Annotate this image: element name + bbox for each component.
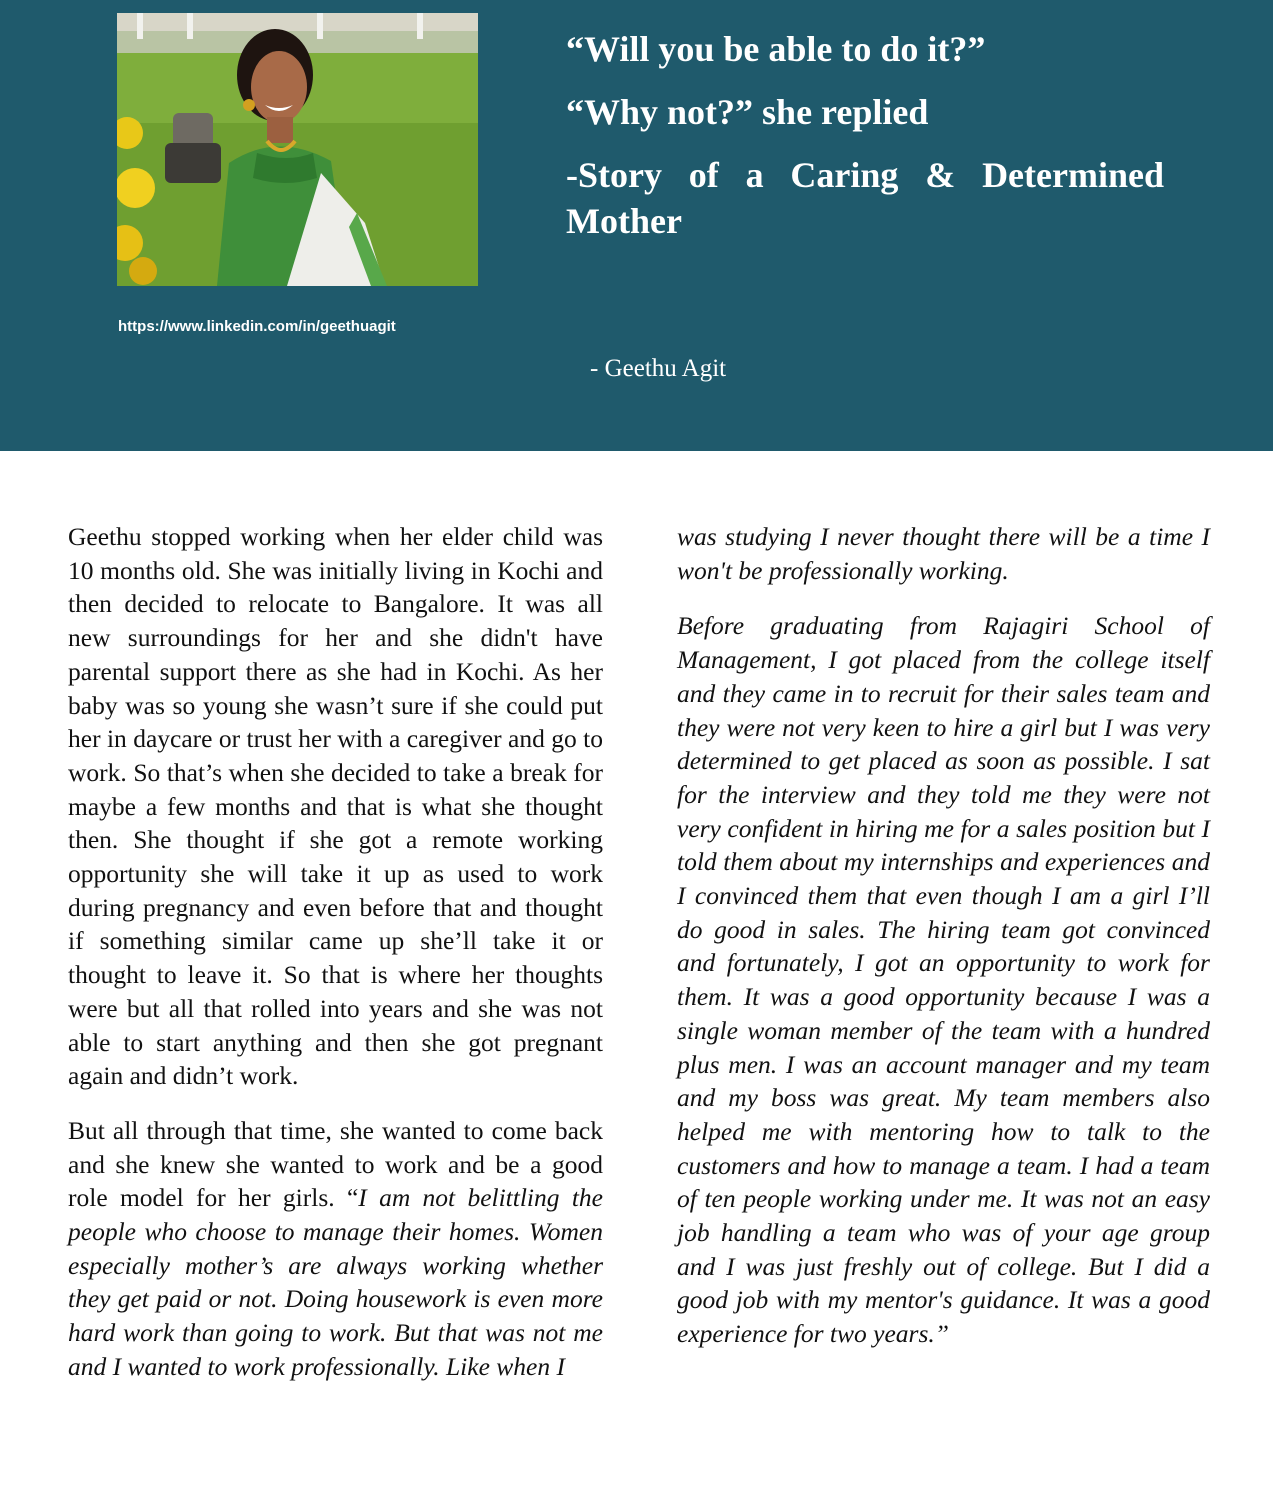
quote-line-2: “Why not?” she replied xyxy=(566,92,929,132)
quote-paragraph: was studying I never thought there will be a time I won't be professionally working. xyxy=(677,522,1210,585)
quote-paragraph: Before graduating from Rajagiri School of Management, I got placed from the college itself and they came in to recruit for their sales team and they were not very keen to hire a girl but I was very determined to get placed as soon as possible. I sat for the interview and they told me they were not very confident in hiring me for a sales position but I told them about my internships and experiences and I convinced them that even though I am a girl I’ll do good in sales. The hiring team got convinced and fortunately, I got an opportunity to work for them. It was a good opportunity because I was a single woman member of the team with a hundred plus men. I was an account manager and my team and my boss was great. My team members also helped me with mentoring how to talk to the customers and how to manage a team. I had a team of ten people working under me. It was not an easy job handling a team who was of your age group and I was just freshly out of college. But I did a good job with my mentor's guidance. It was a good experience for two years.” xyxy=(677,611,1210,1349)
story-subtitle: -Story of a Caring & Determined Mother xyxy=(566,155,1164,241)
headline xyxy=(566,26,1164,244)
quote-text: I am not belittling the people who choose to manage their homes. Women especially mother’s are always working whether they get paid or not. Doing housework is even more hard work than going to work. But that was not me and I wanted to work professionally. Like when I xyxy=(68,1183,603,1381)
portrait-photo-icon xyxy=(117,13,478,286)
article-column-right xyxy=(677,520,1210,1373)
portrait-photo xyxy=(117,13,478,286)
linkedin-url[interactable]: https://www.linkedin.com/in/geethuagit xyxy=(118,318,396,335)
header-banner xyxy=(0,0,1273,451)
paragraph: Geethu stopped working when her elder child was 10 months old. She was initially living in Kochi and then decided to relocate to Bangalore. It was all new surroundings for her and she didn't have parental support there as she had in Kochi. As her baby was so young she wasn’t sure if she could put her in daycare or trust her with a caregiver and go to work. So that’s when she decided to take a break for maybe a few months and that is what she thought then. She thought if she got a remote working opportunity she will take it up as used to work during pregnancy and even before that and thought if something similar came up she’ll take it or thought to leave it. So that is where her thoughts were but all that rolled into years and she was not able to start anything and then she got pregnant again and didn’t work. xyxy=(68,522,603,1091)
paragraph-text: But all through that time, she wanted to come back and she knew she wanted to work and be a good role model for her girls. “ xyxy=(68,1115,603,1213)
paragraph xyxy=(68,1114,603,1384)
author-name: - Geethu Agit xyxy=(590,355,727,382)
quote-line-1: “Will you be able to do it?” xyxy=(566,29,986,69)
article-column-left xyxy=(68,520,603,1405)
